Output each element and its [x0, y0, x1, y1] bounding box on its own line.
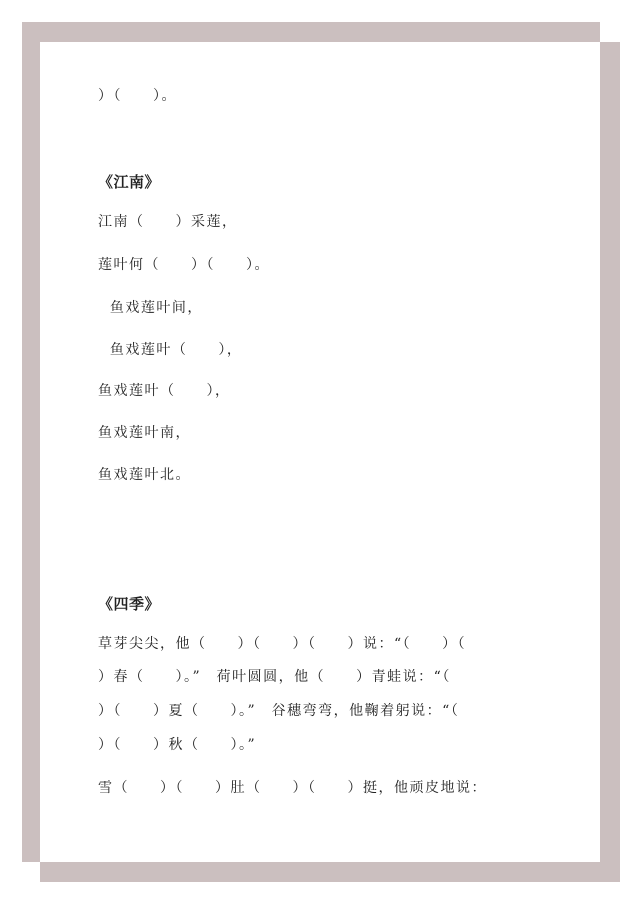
poem-title-siji: 《四季》 — [98, 595, 161, 613]
passage-line: ）春（ ）。” 荷叶圆圆，他（ ）青蛙说：“（ — [98, 669, 451, 685]
poem-line: 鱼戏莲叶（ ）， — [98, 342, 243, 358]
poem-line: 鱼戏莲叶北。 — [98, 467, 191, 483]
passage-line: 草芽尖尖，他（ ）（ ）（ ）说：“（ ）（ — [98, 636, 467, 652]
poem-title-jiangnan: 《江南》 — [98, 173, 161, 191]
poem-line: 江南（ ）采莲， — [98, 214, 238, 230]
passage-line: ）（ ）夏（ ）。” 谷穗弯弯，他鞠着躬说：“（ — [98, 703, 460, 719]
top-fragment: ）（ ）。 — [98, 88, 177, 104]
passage-line: ）（ ）秋（ ）。” — [98, 737, 257, 753]
poem-line: 莲叶何（ ）（ ）。 — [98, 257, 270, 273]
poem-line: 鱼戏莲叶间， — [98, 300, 203, 316]
poem-line: 鱼戏莲叶（ ）， — [98, 383, 231, 399]
worksheet-page — [40, 42, 600, 862]
passage-line: 雪（ ）（ ）肚（ ）（ ）挺，他顽皮地说： — [98, 780, 487, 796]
poem-line: 鱼戏莲叶南， — [98, 425, 191, 441]
